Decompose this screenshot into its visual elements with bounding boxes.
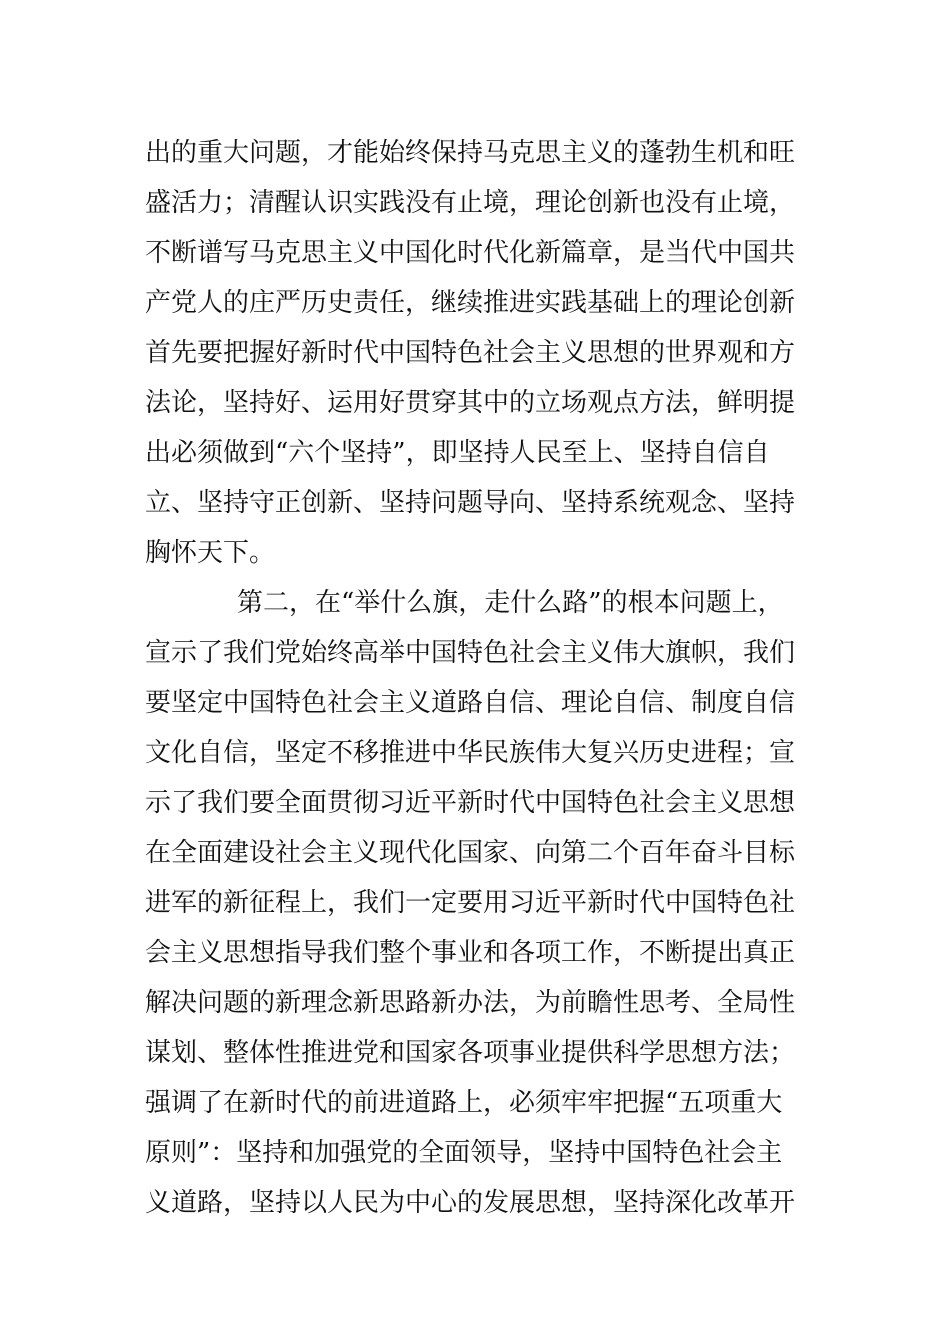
paragraph-start-line: 第二，在“举什么旗，走什么路”的根本问题上， [237,588,784,618]
text-line: 义道路，坚持以人民为中心的发展思想，坚持深化改革开 [145,1188,796,1218]
text-line: 出必须做到“六个坚持”，即坚持人民至上、坚持自信自 [145,438,770,468]
text-line: 立、坚持守正创新、坚持问题导向、坚持系统观念、坚持 [145,488,796,518]
text-line: 进军的新征程上，我们一定要用习近平新时代中国特色社 [145,888,796,918]
text-line: 出的重大问题，才能始终保持马克思主义的蓬勃生机和旺 [145,138,796,168]
text-line: 宣示了我们党始终高举中国特色社会主义伟大旗帜，我们 [145,638,796,668]
text-line: 不断谱写马克思主义中国化时代化新篇章，是当代中国共 [145,238,796,268]
text-line: 要坚定中国特色社会主义道路自信、理论自信、制度自信 [145,688,796,718]
text-line: 首先要把握好新时代中国特色社会主义思想的世界观和方 [145,338,796,368]
text-line: 法论，坚持好、运用好贯穿其中的立场观点方法，鲜明提 [145,388,796,418]
body-text [145,128,810,1228]
text-line: 会主义思想指导我们整个事业和各项工作，不断提出真正 [145,938,796,968]
text-line: 在全面建设社会主义现代化国家、向第二个百年奋斗目标 [145,838,796,868]
text-line: 原则”：坚持和加强党的全面领导，坚持中国特色社会主 [145,1138,783,1168]
text-line: 强调了在新时代的前进道路上，必须牢牢把握“五项重大 [145,1088,783,1118]
text-line: 示了我们要全面贯彻习近平新时代中国特色社会主义思想 [145,788,796,818]
text-line: 解决问题的新理念新思路新办法，为前瞻性思考、全局性 [145,988,796,1018]
text-line: 胸怀天下。 [145,538,276,568]
text-line: 产党人的庄严历史责任，继续推进实践基础上的理论创新 [145,288,796,318]
text-line: 谋划、整体性推进党和国家各项事业提供科学思想方法； [145,1038,796,1068]
text-line: 盛活力；清醒认识实践没有止境，理论创新也没有止境， [145,188,796,218]
text-line: 文化自信，坚定不移推进中华民族伟大复兴历史进程；宣 [145,738,796,768]
